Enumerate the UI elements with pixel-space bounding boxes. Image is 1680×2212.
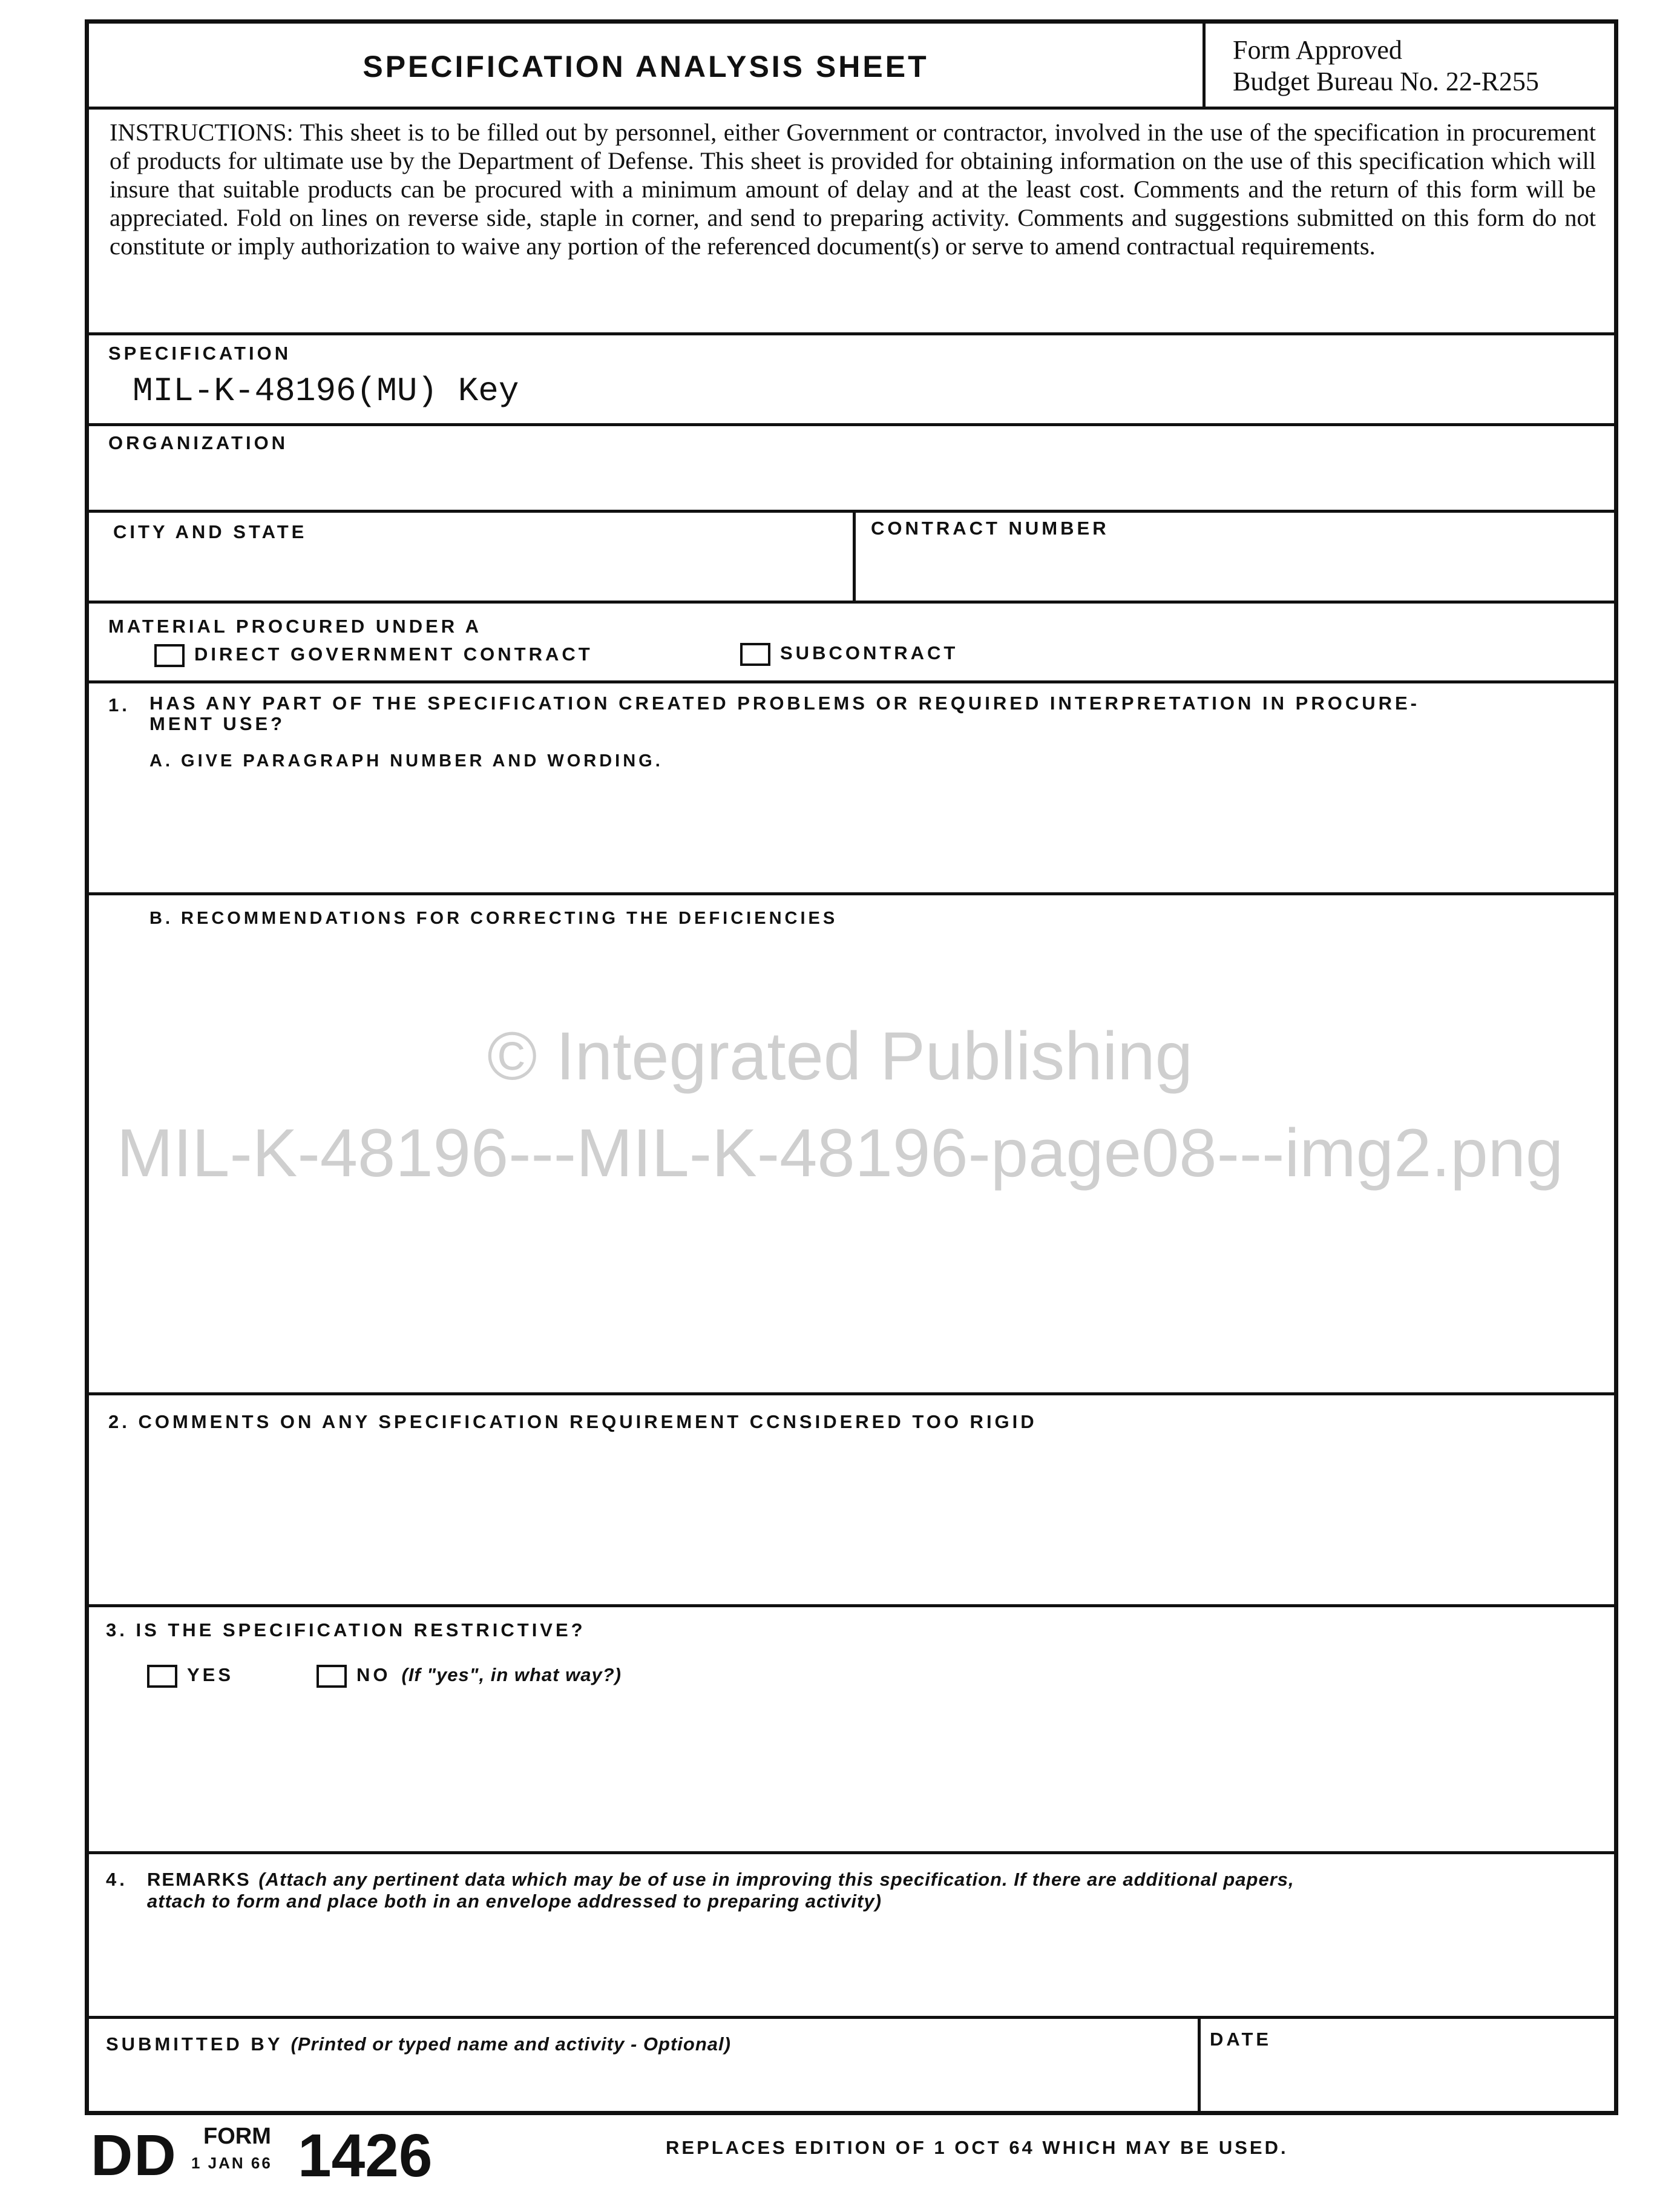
question-1-text-line-1: HAS ANY PART OF THE SPECIFICATION CREATED PROBLEMS OR REQUIRED INTERPRETATION IN PROCURE- xyxy=(149,693,1420,714)
form-footer xyxy=(85,2119,1618,2197)
form-edition-date: 1 JAN 66 xyxy=(191,2154,272,2172)
question-1-text-line-2: MENT USE? xyxy=(149,713,286,734)
subcontract-label: SUBCONTRACT xyxy=(780,642,959,663)
subcontract-checkbox[interactable] xyxy=(740,643,770,666)
direct-contract-label: DIRECT GOVERNMENT CONTRACT xyxy=(194,644,593,665)
question-1b-label: B. RECOMMENDATIONS FOR CORRECTING THE DEFICIENCIES xyxy=(149,909,838,928)
submitted-by-field[interactable] xyxy=(106,2067,1171,2110)
city-state-label: CITY AND STATE xyxy=(113,521,307,542)
watermark-line-2: MIL-K-48196---MIL-K-48196-page08---img2.png xyxy=(116,1115,1564,1191)
question-1a-section xyxy=(89,683,1614,895)
question-2-label: 2. COMMENTS ON ANY SPECIFICATION REQUIREMENT CCNSIDERED TOO RIGID xyxy=(108,1411,1037,1432)
question-3-no-label: NO xyxy=(356,1664,391,1685)
submitted-by-label-group xyxy=(106,2033,731,2055)
submitted-date-divider xyxy=(1198,2019,1201,2111)
approval-line-2: Budget Bureau No. 22-R255 xyxy=(1233,67,1539,96)
instructions-section xyxy=(89,110,1614,335)
contract-number-label: CONTRACT NUMBER xyxy=(871,518,1109,539)
question-3-no-option[interactable] xyxy=(317,1664,622,1688)
submitted-by-label: SUBMITTED BY xyxy=(106,2033,283,2055)
question-2-field[interactable] xyxy=(149,1444,1590,1595)
subcontract-option[interactable] xyxy=(740,642,958,666)
approval-block xyxy=(1233,35,1539,97)
form-dd-mark: DD xyxy=(91,2123,177,2188)
submitted-section xyxy=(89,2019,1614,2111)
specification-field[interactable]: MIL-K-48196(MU) Key xyxy=(133,372,519,410)
question-3-note: (If "yes", in what way?) xyxy=(401,1664,622,1685)
contract-number-field[interactable] xyxy=(871,549,1597,597)
approval-line-1: Form Approved xyxy=(1233,35,1402,65)
question-3-yes-label: YES xyxy=(187,1664,234,1685)
question-3-field[interactable] xyxy=(149,1704,1590,1843)
material-label: MATERIAL PROCURED UNDER A xyxy=(108,616,482,637)
question-3-no-checkbox[interactable] xyxy=(317,1665,347,1688)
city-contract-section xyxy=(89,513,1614,604)
question-3-section xyxy=(89,1607,1614,1854)
instructions-text: INSTRUCTIONS: This sheet is to be filled out by personnel, either Government or contractor, involved in the use of the specification in procurement of products for ultimate use by the Department of Defense. This sheet is provided for obtaining information on the use of this specification which will insure that suitable products can be procured with a minimum amount of delay and at the least cost. Comments and the return of this form will be appreciated. Fold on lines on reverse side, staple in corner, and send to preparing activity. Comments and suggestions submitted on this form do not constitute or imply authorization to waive any portion of the referenced document(s) or serve to amend contractual requirements. xyxy=(110,119,1596,260)
organization-label: ORGANIZATION xyxy=(108,432,289,453)
city-contract-divider xyxy=(853,513,856,601)
form-number: 1426 xyxy=(298,2122,433,2190)
question-3-yes-checkbox[interactable] xyxy=(147,1665,177,1688)
watermark-line-1: © Integrated Publishing xyxy=(487,1018,1193,1094)
question-4-note-line-2: attach to form and place both in an envelope addressed to preparing activity) xyxy=(147,1891,882,1912)
question-3-label: 3. IS THE SPECIFICATION RESTRICTIVE? xyxy=(106,1619,586,1641)
city-state-field[interactable] xyxy=(113,549,839,597)
question-4-text xyxy=(147,1869,1294,1912)
question-2-section xyxy=(89,1395,1614,1607)
question-1a-label: A. GIVE PARAGRAPH NUMBER AND WORDING. xyxy=(149,751,663,771)
question-1-number: 1. xyxy=(108,694,130,716)
form-title: SPECIFICATION ANALYSIS SHEET xyxy=(363,50,929,84)
specification-label: SPECIFICATION xyxy=(108,343,292,364)
question-3-yes-option[interactable] xyxy=(147,1664,234,1688)
date-field[interactable] xyxy=(1210,2061,1602,2110)
direct-contract-option[interactable] xyxy=(154,644,593,667)
question-1-text xyxy=(149,693,1420,734)
direct-contract-checkbox[interactable] xyxy=(154,644,185,667)
question-4-number: 4. xyxy=(106,1869,128,1890)
question-4-label: REMARKS xyxy=(147,1869,251,1890)
question-1a-field[interactable] xyxy=(149,780,1590,883)
question-4-section xyxy=(89,1854,1614,2019)
form-word: FORM xyxy=(203,2124,271,2149)
date-label: DATE xyxy=(1210,2029,1272,2050)
organization-section xyxy=(89,426,1614,513)
question-4-note-line-1: (Attach any pertinent data which may be of use in improving this specification. If there are additional papers, xyxy=(258,1869,1294,1890)
specification-section xyxy=(89,335,1614,426)
replaces-edition-text: REPLACES EDITION OF 1 OCT 64 WHICH MAY BE USED. xyxy=(666,2137,1288,2158)
form-header xyxy=(89,24,1614,110)
header-divider xyxy=(1203,24,1206,107)
question-4-field[interactable] xyxy=(147,1921,1590,2012)
organization-field[interactable] xyxy=(108,459,1595,505)
submitted-by-note: (Printed or typed name and activity - Optional) xyxy=(290,2033,731,2055)
material-section xyxy=(89,604,1614,683)
